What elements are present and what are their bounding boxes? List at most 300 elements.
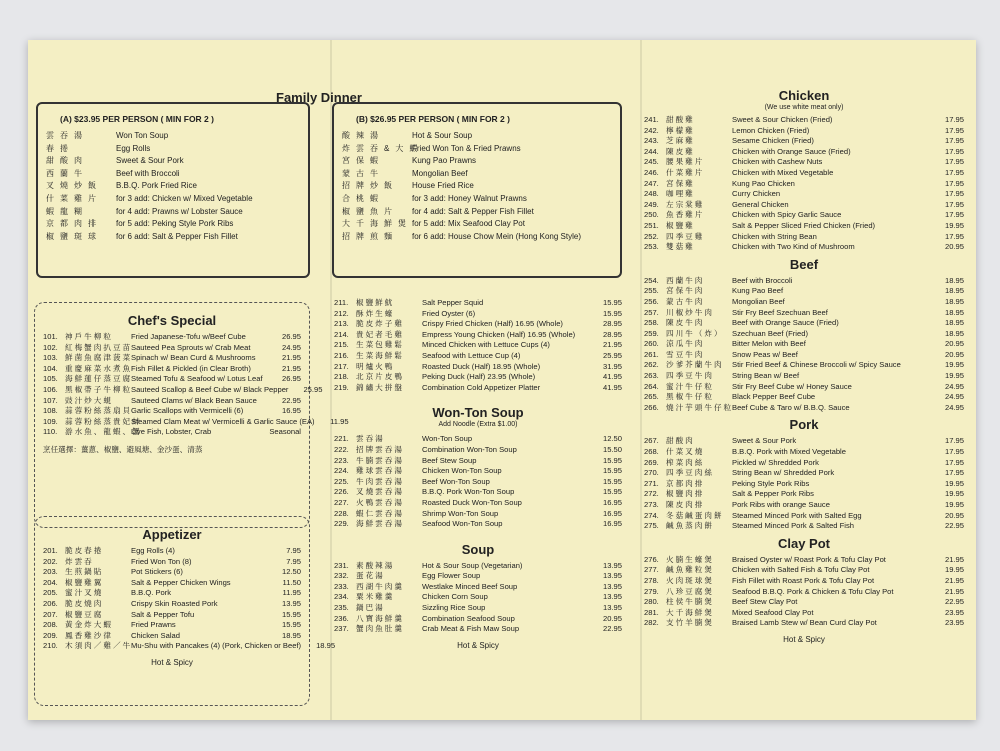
item-price: 15.95 <box>281 620 301 630</box>
item-chinese-name: 檸檬雞 <box>666 125 695 135</box>
menu-item <box>334 603 622 614</box>
menu-item <box>43 374 301 385</box>
item-english-name: B.B.Q. Pork Won-Ton Soup <box>422 487 515 497</box>
item-english-name: Chicken with Orange Sauce (Fried) <box>732 146 851 156</box>
item-english-name: B.B.Q. Pork with Mixed Vegetable <box>732 447 846 457</box>
item-price: 22.95 <box>944 521 964 531</box>
item-number: 257. <box>644 307 659 317</box>
item-english-name: for 6 add: Salt & Pepper Fish Fillet <box>116 231 238 241</box>
item-chinese-name: 甜酸雞 <box>666 115 695 124</box>
item-chinese-name: 脆皮春捲 <box>65 546 104 555</box>
item-english-name: Minced Chicken with Lettuce Cups (4) <box>422 340 550 350</box>
item-chinese-name: 生煎鍋貼 <box>65 567 104 577</box>
item-english-name: Pickled w/ Shredded Pork <box>732 457 819 467</box>
menu-item <box>334 519 622 530</box>
menu-item <box>342 155 612 168</box>
item-number: 102. <box>43 342 58 352</box>
item-chinese-name: 蝦龍糊 <box>46 206 88 216</box>
item-chinese-name: 甜酸肉 <box>666 436 695 446</box>
menu-item <box>644 608 964 619</box>
item-chinese-name: 重慶麻菜水煮魚 <box>65 363 133 373</box>
menu-item <box>46 231 300 244</box>
menu-item <box>644 479 964 490</box>
item-english-name: Fried Japanese-Tofu w/Beef Cube <box>131 332 246 341</box>
item-number: 270. <box>644 468 659 478</box>
item-price: 15.95 <box>602 487 622 497</box>
item-english-name: for 3 add: Honey Walnut Prawns <box>412 193 527 203</box>
item-chinese-name: 什菜雞片 <box>666 167 705 177</box>
item-number: 221. <box>334 434 349 444</box>
item-english-name: Beef with Orange Sauce (Fried) <box>732 318 839 328</box>
item-english-name: Fried Oyster (6) <box>422 308 476 318</box>
menu-item <box>342 193 612 206</box>
item-english-name: String Bean w/ Shredded Pork <box>732 468 835 478</box>
item-english-name: Chicken with String Bean <box>732 231 817 241</box>
item-english-name: Beef Won-Ton Soup <box>422 476 490 486</box>
item-chinese-name: 支竹羊腩煲 <box>666 618 714 628</box>
item-chinese-name: 神戶牛柳粒 <box>65 332 113 341</box>
item-number: 277. <box>644 565 659 575</box>
menu-item <box>644 329 964 340</box>
item-number: 250. <box>644 210 659 220</box>
menu-item <box>334 614 622 625</box>
item-price: 17.95 <box>944 136 964 146</box>
item-english-name: for 5 add: Peking Style Pork Ribs <box>116 219 234 229</box>
item-number: 279. <box>644 586 659 596</box>
item-chinese-name: 什菜雞片 <box>46 193 102 203</box>
menu-item <box>334 592 622 603</box>
item-chinese-name: 粟米雞羹 <box>356 592 395 602</box>
item-chinese-name: 椒鹽肉排 <box>666 489 705 499</box>
menu-item <box>43 620 301 631</box>
item-chinese-name: 游水魚、龍蝦、蟹 <box>65 427 142 437</box>
item-number: 247. <box>644 178 659 188</box>
item-english-name: Mixed Seafood Clay Pot <box>732 607 814 617</box>
item-chinese-name: 炸雲吞&大蝦 <box>342 143 424 153</box>
menu-item <box>644 136 964 147</box>
item-chinese-name: 合桃蝦 <box>342 193 384 203</box>
item-number: 237. <box>334 624 349 634</box>
item-english-name: Steamed Minced Pork with Salted Egg <box>732 510 862 520</box>
menu-item <box>644 157 964 168</box>
menu-item <box>43 641 336 652</box>
item-number: 281. <box>644 607 659 617</box>
item-english-name: Crab Meat & Fish Maw Soup <box>422 624 520 634</box>
item-price: 21.95 <box>602 340 622 350</box>
item-chinese-name: 蟹肉魚肚羹 <box>356 624 404 634</box>
item-price: 19.95 <box>944 371 964 381</box>
item-english-name: Combination Cold Appetizer Platter <box>422 382 541 392</box>
menu-item <box>644 403 964 414</box>
menu-item <box>334 330 622 341</box>
item-chinese-name: 大千海鮮煲 <box>342 219 412 229</box>
item-number: 234. <box>334 592 349 602</box>
item-price: 15.95 <box>602 308 622 318</box>
item-number: 105. <box>43 374 58 384</box>
claypot-hot-legend: Hot & Spicy <box>783 634 825 644</box>
claypot-list <box>644 555 964 629</box>
item-number: 229. <box>334 519 349 529</box>
item-english-name: Sauteed Scallop & Beef Cube w/ Black Pepper <box>131 384 289 394</box>
menu-item <box>342 143 612 156</box>
menu-item <box>334 319 622 330</box>
item-english-name: Chicken with Spicy Garlic Sauce <box>732 210 842 220</box>
item-chinese-name: 木須肉／雞／牛 <box>65 641 133 651</box>
menu-item <box>43 546 301 557</box>
item-number: 109. <box>43 416 58 426</box>
item-price: 16.95 <box>602 519 622 529</box>
item-chinese-name: 椒鹽魚片 <box>342 206 398 216</box>
item-english-name: Steamed Minced Pork & Salted Fish <box>732 521 854 531</box>
wonton-soup-title: Won-Ton Soup <box>432 405 524 421</box>
menu-item <box>334 309 622 320</box>
menu-item <box>43 599 301 610</box>
appetizer-continued-list <box>334 298 622 393</box>
item-chinese-name: 海鮮蓮仔蒸豆腐 <box>65 374 133 384</box>
item-price: 20.95 <box>944 242 964 252</box>
menu-item <box>334 487 622 498</box>
item-number: 232. <box>334 571 349 581</box>
item-english-name: for 3 add: Chicken w/ Mixed Vegetable <box>116 193 253 203</box>
menu-item <box>644 286 964 297</box>
menu-item <box>334 571 622 582</box>
item-chinese-name: 雙菇雞 <box>666 242 695 252</box>
item-chinese-name: 蒙古牛 <box>342 168 384 178</box>
item-price: 17.95 <box>944 199 964 209</box>
menu-item <box>644 392 964 403</box>
item-english-name: Mu-Shu with Pancakes (4) (Pork, Chicken or Beef) <box>131 641 302 651</box>
item-english-name: Seafood Won-Ton Soup <box>422 519 503 529</box>
item-chinese-name: 鳳香雞沙律 <box>65 630 113 640</box>
menu-item <box>644 126 964 137</box>
menu-item <box>644 371 964 382</box>
item-chinese-name: 鹹魚雞粒煲 <box>666 565 714 575</box>
item-price: 22.95 <box>281 395 301 405</box>
item-price: 28.95 <box>602 319 622 329</box>
menu-item <box>342 206 612 219</box>
item-price: 17.95 <box>944 178 964 188</box>
item-price: 17.95 <box>944 210 964 220</box>
item-chinese-name: 腰果雞片 <box>666 157 705 167</box>
menu-item <box>334 477 622 488</box>
item-number: 252. <box>644 231 659 241</box>
menu-item <box>334 383 622 394</box>
item-chinese-name: 素酸辣湯 <box>356 560 395 570</box>
appetizer-section <box>34 516 336 706</box>
family-dinner-a-label: (A) $23.95 PER PERSON ( MIN FOR 2 ) <box>60 114 214 124</box>
item-chinese-name: 燒汁芋頭牛仔粒 <box>666 402 734 412</box>
item-chinese-name: 黑椒牛仔粒 <box>666 392 714 402</box>
item-chinese-name: 京都肉排 <box>46 219 102 229</box>
item-price: 17.95 <box>944 447 964 457</box>
menu-item <box>334 466 622 477</box>
item-number: 212. <box>334 308 349 318</box>
item-number: 236. <box>334 613 349 623</box>
item-number: 209. <box>43 630 58 640</box>
item-number: 219. <box>334 382 349 392</box>
appetizer-title: Appetizer <box>142 527 202 542</box>
item-chinese-name: 宮保雞 <box>666 178 695 188</box>
item-price: 17.95 <box>944 436 964 446</box>
item-english-name: Shrimp Won-Ton Soup <box>422 508 499 518</box>
item-number: 272. <box>644 489 659 499</box>
item-chinese-name: 生菜海鮮鬆 <box>356 350 404 360</box>
item-chinese-name: 西湖牛肉羹 <box>356 581 404 591</box>
wonton-soup-note: Add Noodle (Extra $1.00) <box>438 421 518 429</box>
item-price: 23.95 <box>944 607 964 617</box>
menu-item <box>644 555 964 566</box>
chicken-note: (We use white meat only) <box>764 104 844 111</box>
family-dinner-a <box>36 102 310 278</box>
menu-item <box>644 350 964 361</box>
menu-item <box>644 221 964 232</box>
item-english-name: Won Ton Soup <box>116 131 169 140</box>
item-number: 104. <box>43 363 58 373</box>
item-english-name: Beef with Broccoli <box>732 275 793 285</box>
item-chinese-name: 雪豆牛肉 <box>666 349 705 359</box>
item-english-name: Pot Stickers (6) <box>131 567 183 577</box>
item-price: 20.95 <box>602 613 622 623</box>
item-english-name: Egg Rolls <box>116 143 151 153</box>
item-english-name: Mongolian Beef <box>412 168 468 178</box>
item-number: 233. <box>334 581 349 591</box>
item-chinese-name: 牛腩雲吞湯 <box>356 455 404 465</box>
item-chinese-name: 叉燒雲吞湯 <box>356 487 404 497</box>
item-price: 26.95 <box>281 332 301 341</box>
menu-item <box>342 168 612 181</box>
item-chinese-name: 火腩生蠔煲 <box>666 554 714 564</box>
item-chinese-name: 蛋花湯 <box>356 571 385 581</box>
item-price: 13.95 <box>281 598 301 608</box>
item-english-name: Chicken with Mixed Vegetable <box>732 167 834 177</box>
item-chinese-name: 咖哩雞 <box>666 189 695 199</box>
item-english-name: Sesame Chicken (Fried) <box>732 136 814 146</box>
menu-item <box>644 468 964 479</box>
item-price: 21.95 <box>944 554 964 564</box>
pork-title: Pork <box>789 417 819 433</box>
item-price: 25.95 <box>602 350 622 360</box>
menu-item <box>644 168 964 179</box>
item-number: 224. <box>334 466 349 476</box>
item-english-name: Kung Pao Chicken <box>732 178 795 188</box>
item-english-name: Pork Ribs with orange Sauce <box>732 500 830 509</box>
menu-item <box>342 231 612 244</box>
item-english-name: Spinach w/ Bean Curd & Mushrooms <box>131 353 256 363</box>
item-chinese-name: 招牌炒飯 <box>342 181 398 191</box>
item-chinese-name: 四季豆雞 <box>666 231 705 241</box>
menu-item <box>644 115 964 126</box>
item-english-name: B.B.Q. Pork Fried Rice <box>116 181 197 191</box>
item-english-name: Egg Rolls (4) <box>131 546 175 555</box>
item-number: 213. <box>334 319 349 329</box>
item-chinese-name: 鮮菌魚腐津菠菜 <box>65 353 133 363</box>
menu-item <box>644 318 964 329</box>
item-english-name: for 4 add: Prawns w/ Lobster Sauce <box>116 206 243 216</box>
item-english-name: Chicken with Salted Fish & Tofu Clay Pot <box>732 565 870 575</box>
menu-item <box>46 130 300 143</box>
item-chinese-name: 火肉斑球煲 <box>666 575 714 585</box>
item-price: 16.95 <box>281 406 301 416</box>
item-english-name: Szechuan Beef (Fried) <box>732 328 808 338</box>
item-number: 216. <box>334 350 349 360</box>
item-number: 235. <box>334 603 349 613</box>
menu-item <box>644 297 964 308</box>
item-chinese-name: 春捲 <box>46 143 74 153</box>
item-number: 269. <box>644 457 659 467</box>
item-english-name: Garlic Scallops with Vermicelli (6) <box>131 406 244 416</box>
item-english-name: Stir Fried Beef & Chinese Broccoli w/ Spicy Sauce <box>732 360 901 370</box>
menu-paper <box>28 40 976 720</box>
item-chinese-name: 鹹魚蒸肉餅 <box>666 521 714 531</box>
menu-item <box>644 436 964 447</box>
item-number: 228. <box>334 508 349 518</box>
menu-item <box>644 189 964 200</box>
item-english-name: Chicken with Two Kind of Mushroom <box>732 242 855 252</box>
item-chinese-name: 陳皮雞 <box>666 146 695 156</box>
menu-item <box>644 597 964 608</box>
item-english-name: Fish Fillet with Roast Pork & Tofu Clay Pot <box>732 575 875 585</box>
item-number: 107. <box>43 395 58 405</box>
item-number: 280. <box>644 597 659 607</box>
menu-item <box>644 458 964 469</box>
item-number: 264. <box>644 381 659 391</box>
item-number: 101. <box>43 332 58 341</box>
item-price: Seasonal <box>269 427 301 437</box>
item-price: 16.95 <box>602 497 622 507</box>
item-number: 276. <box>644 554 659 564</box>
item-price: 7.95 <box>286 546 301 555</box>
menu-item <box>644 447 964 458</box>
item-price: 21.95 <box>281 353 301 363</box>
item-number: 231. <box>334 560 349 570</box>
item-chinese-name: 蜜汁叉燒 <box>65 588 104 598</box>
item-number: 225. <box>334 476 349 486</box>
item-price: 7.95 <box>286 556 301 566</box>
item-chinese-name: 酥炸生蠔 <box>356 308 395 318</box>
item-number: 108. <box>43 406 58 416</box>
item-chinese-name: 北京片皮鴨 <box>356 372 404 382</box>
item-number: 267. <box>644 436 659 446</box>
item-english-name: Live Fish, Lobster, Crab <box>131 427 212 437</box>
item-english-name: Stir Fry Beef Cube w/ Honey Sauce <box>732 381 852 391</box>
item-number: 245. <box>644 157 659 167</box>
item-price: 15.95 <box>602 298 622 307</box>
menu-item <box>342 130 612 143</box>
item-english-name: Chicken with Cashew Nuts <box>732 157 823 167</box>
item-chinese-name: 宮保蝦 <box>342 156 384 166</box>
soup-hot-legend: Hot & Spicy <box>457 640 499 650</box>
item-chinese-name: 魚香雞片 <box>666 210 705 220</box>
item-number: 201. <box>43 546 58 555</box>
menu-item <box>334 498 622 509</box>
item-number: 273. <box>644 500 659 509</box>
menu-item <box>644 587 964 598</box>
item-number: 278. <box>644 575 659 585</box>
item-price: 17.95 <box>944 189 964 199</box>
item-chinese-name: 椒鹽豆腐 <box>65 609 104 619</box>
item-price: 18.95 <box>944 286 964 296</box>
item-english-name: Chicken Won-Ton Soup <box>422 466 502 476</box>
item-number: 259. <box>644 328 659 338</box>
item-number: 218. <box>334 372 349 382</box>
item-price: 17.95 <box>944 167 964 177</box>
menu-item <box>334 624 622 635</box>
item-english-name: Curry Chicken <box>732 189 781 199</box>
item-chinese-name: 芝麻雞 <box>666 136 695 146</box>
menu-item <box>644 200 964 211</box>
menu-item <box>43 364 301 375</box>
item-number: 244. <box>644 146 659 156</box>
item-chinese-name: 招牌煎麵 <box>342 231 398 241</box>
item-english-name: Empress Young Chicken (Half) 16.95 (Whole) <box>422 329 576 339</box>
item-english-name: Fish Fillet & Pickled (in Clear Broth) <box>131 363 251 373</box>
item-english-name: Bitter Melon with Beef <box>732 339 806 349</box>
menu-item <box>644 521 964 532</box>
item-english-name: Sauteed Clams w/ Black Bean Sauce <box>131 395 257 405</box>
menu-item <box>644 511 964 522</box>
item-english-name: Seafood with Lettuce Cup (4) <box>422 350 521 360</box>
item-english-name: General Chicken <box>732 199 789 209</box>
item-chinese-name: 黃金炸大蝦 <box>65 620 113 630</box>
item-price: 25.95 <box>303 384 323 394</box>
item-english-name: B.B.Q. Pork <box>131 588 172 598</box>
item-price: 23.95 <box>944 618 964 628</box>
item-english-name: Chicken Salad <box>131 630 180 640</box>
menu-item <box>334 351 622 362</box>
item-price: 15.95 <box>281 609 301 619</box>
item-price: 11.95 <box>330 416 349 426</box>
item-price: 13.95 <box>602 560 622 570</box>
menu-item <box>46 180 300 193</box>
middle-column <box>334 298 622 650</box>
item-number: 227. <box>334 497 349 507</box>
menu-item <box>46 155 300 168</box>
item-chinese-name: 甜酸肉 <box>46 156 88 166</box>
item-price: 13.95 <box>602 603 622 613</box>
menu-item <box>644 500 964 511</box>
item-chinese-name: 陳皮牛肉 <box>666 318 705 328</box>
item-english-name: Roasted Duck (Half) 18.95 (Whole) <box>422 361 541 371</box>
item-english-name: Beef Stew Soup <box>422 455 477 465</box>
item-english-name: Sweet & Sour Pork <box>732 436 797 446</box>
item-english-name: Sweet & Sour Chicken (Fried) <box>732 115 833 124</box>
item-price: 17.95 <box>944 146 964 156</box>
item-number: 248. <box>644 189 659 199</box>
family-dinner-title: Family Dinner <box>276 90 362 105</box>
item-chinese-name: 紅梅蟹肉扒豆苗 <box>65 342 133 352</box>
item-chinese-name: 蝦仁雲吞湯 <box>356 508 404 518</box>
item-chinese-name: 蒙古牛肉 <box>666 296 705 306</box>
item-price: 11.95 <box>282 588 301 598</box>
item-chinese-name: 四季豆肉絲 <box>666 468 714 478</box>
item-price: 19.95 <box>944 478 964 488</box>
item-chinese-name: 陳皮肉排 <box>666 500 705 509</box>
item-price: 17.95 <box>944 115 964 124</box>
menu-item <box>43 567 301 578</box>
item-price: 16.95 <box>602 508 622 518</box>
menu-item <box>644 339 964 350</box>
item-chinese-name: 八珍豆腐煲 <box>666 586 714 596</box>
menu-item <box>334 372 622 383</box>
item-english-name: Combination Won-Ton Soup <box>422 444 517 454</box>
menu-item <box>43 588 301 599</box>
item-price: 19.95 <box>944 489 964 499</box>
item-chinese-name: 沙爹芥蘭牛肉 <box>666 360 724 370</box>
item-price: 21.95 <box>944 575 964 585</box>
item-english-name: Salt & Pepper Pork Ribs <box>732 489 814 499</box>
item-chinese-name: 蒜蓉粉絲蒸貴妃蚌 <box>65 416 142 426</box>
item-english-name: Salt Pepper Squid <box>422 298 484 307</box>
